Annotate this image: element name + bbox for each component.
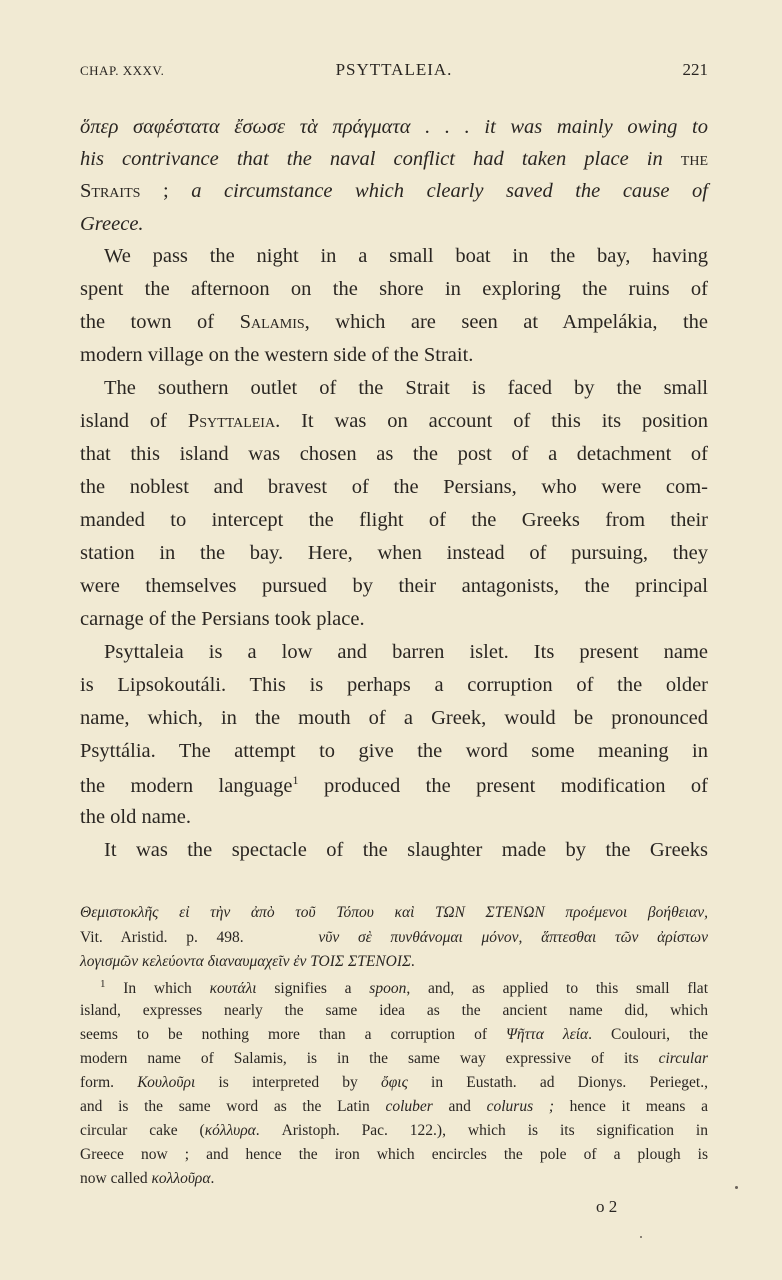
text-line: the old name. bbox=[80, 806, 192, 828]
text-line: the town of Salamis, which are seen at Ampelákia, the bbox=[80, 311, 708, 333]
text-line: the noblest and bravest of the Persians, who were com- bbox=[80, 476, 708, 498]
footnote-line: circular cake (κόλλυρα. Aristoph. Pac. 122.), which is its signification in bbox=[80, 1122, 708, 1139]
text-line: is Lipsokoutáli. This is perhaps a corruption of the older bbox=[80, 674, 708, 696]
footnote-line: now called κολλοῦρα. bbox=[80, 1170, 215, 1187]
text-line: We pass the night in a small boat in the bay, having bbox=[104, 245, 708, 267]
text-line: Psyttália. The attempt to give the word some meaning in bbox=[80, 740, 708, 762]
footnote-line: seems to be nothing more than a corruption of Ψῆττα λεία. Coulouri, the bbox=[80, 1026, 708, 1043]
footnote-line: and is the same word as the Latin coluber and colurus ; hence it means a bbox=[80, 1098, 708, 1115]
text-line: Greece. bbox=[80, 213, 144, 235]
text-line: were themselves pursued by their antagonists, the principal bbox=[80, 575, 708, 597]
running-header bbox=[80, 60, 708, 84]
text-line: modern village on the western side of the Strait. bbox=[80, 344, 474, 366]
text-line: spent the afternoon on the shore in exploring the ruins of bbox=[80, 278, 708, 300]
footnote-line: modern name of Salamis, is in the same way expressive of its circular bbox=[80, 1050, 708, 1067]
text-line: It was the spectacle of the slaughter made by the Greeks bbox=[104, 839, 708, 861]
text-line: that this island was chosen as the post of a detachment of bbox=[80, 443, 708, 465]
running-title: PSYTTALEIA. bbox=[335, 60, 453, 79]
text-line: station in the bay. Here, when instead of pursuing, they bbox=[80, 542, 708, 564]
text-line: Straits ; a circumstance which clearly saved the cause of bbox=[80, 180, 708, 202]
paper-speck bbox=[640, 1236, 642, 1238]
footnote-line: Greece now ; and hence the iron which encircles the pole of a plough is bbox=[80, 1146, 708, 1163]
text-line: island of Psyttaleia. It was on account of this its position bbox=[80, 410, 709, 432]
text-line: The southern outlet of the Strait is faced by the small bbox=[104, 377, 708, 399]
page-number: 221 bbox=[682, 60, 708, 79]
text-line: the modern language$^1$ produced the present modification of bbox=[80, 773, 708, 797]
text-line: name, which, in the mouth of a Greek, would be pronounced bbox=[80, 707, 708, 729]
footnote-line: Vit. Aristid. p. 498. νῦν σὲ πυνθάνομαι μόνον, ἅπτεσθαι τῶν ἀρίστων bbox=[80, 929, 708, 946]
footnote-line: λογισμῶν κελεύοντα διαναυμαχεῖν ἐν ΤΟΙΣ ΣΤΕΝΟΙΣ. bbox=[80, 953, 416, 970]
chapter-label: CHAP. XXXV. bbox=[80, 63, 165, 78]
footnote-line: Θεμιστοκλῆς εἰ τὴν ἀπὸ τοῦ Τόπου καὶ ΤΩΝ ΣΤΕΝΩΝ προέμενοι βοήθειαν, bbox=[80, 904, 708, 921]
text-line: ὅπερ σαφέστατα ἔσωσε τὰ πράγματα . . . it was mainly owing to bbox=[80, 116, 708, 138]
text-line: his contrivance that the naval conflict had taken place in the bbox=[80, 148, 708, 170]
footnote-line: form. Κουλοῦρι is interpreted by ὄφις in Eustath. ad Dionys. Perieget., bbox=[80, 1074, 708, 1091]
text-line: manded to intercept the flight of the Greeks from their bbox=[80, 509, 708, 531]
text-line: carnage of the Persians took place. bbox=[80, 608, 365, 630]
footnote-line: island, expresses nearly the same idea as the ancient name did, which bbox=[80, 1002, 708, 1019]
footnote-line: $^1$ In which κουτάλι signifies a spoon, and, as applied to this small flat bbox=[100, 978, 708, 998]
signature-mark: o 2 bbox=[596, 1197, 618, 1216]
footnote-marker: 1 bbox=[292, 773, 299, 787]
paper-speck bbox=[735, 1186, 738, 1189]
text-line: Psyttaleia is a low and barren islet. Its present name bbox=[104, 641, 708, 663]
